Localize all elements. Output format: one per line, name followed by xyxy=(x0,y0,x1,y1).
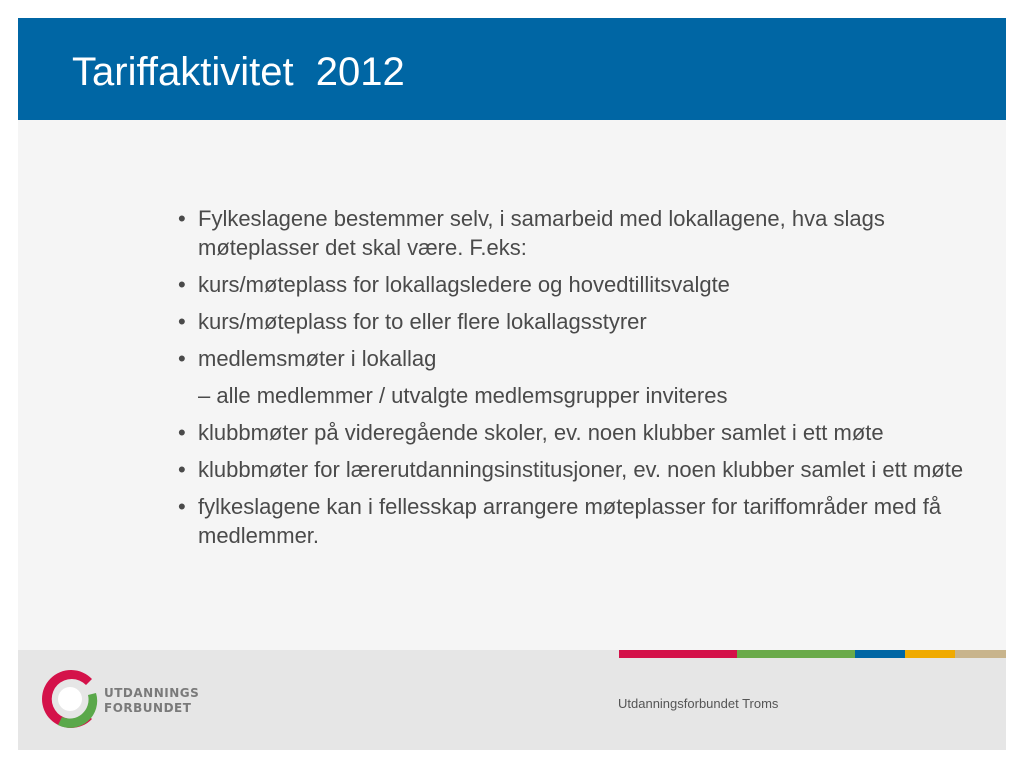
footer-organization-name: Utdanningsforbundet Troms xyxy=(618,696,779,711)
color-stripe-green xyxy=(737,650,855,658)
list-item-text: Fylkeslagene bestemmer selv, i samarbeid med lokallagene, hva slags møteplasser det skal være. F.eks: xyxy=(198,206,885,260)
sub-list-item xyxy=(178,381,998,410)
bullet-glyph: • xyxy=(178,494,186,519)
logo-line-1: UTDANNINGS xyxy=(104,686,200,700)
bullet-glyph: • xyxy=(178,309,186,334)
bullet-glyph: • xyxy=(178,457,186,482)
slide-title: Tariffaktivitet 2012 xyxy=(72,50,405,94)
list-item-text: kurs/møteplass for to eller flere lokallagsstyrer xyxy=(198,309,647,334)
list-item xyxy=(178,492,998,550)
list-item xyxy=(178,204,998,262)
bullet-glyph: • xyxy=(178,346,186,371)
list-item xyxy=(178,307,998,336)
bullet-list xyxy=(178,204,998,558)
title-bar xyxy=(18,18,1006,120)
color-stripe-red xyxy=(619,650,737,658)
list-item-text: kurs/møteplass for lokallagsledere og hovedtillitsvalgte xyxy=(198,272,730,297)
sub-list-item-text: – alle medlemmer / utvalgte medlemsgrupper inviteres xyxy=(198,383,728,408)
color-stripe-blue xyxy=(855,650,905,658)
logo-line-2: FORBUNDET xyxy=(104,701,192,715)
logo-wordmark xyxy=(104,686,199,716)
list-item xyxy=(178,344,998,373)
slide xyxy=(18,18,1006,750)
list-item-text: fylkeslagene kan i fellesskap arrangere møteplasser for tariffområder med få medlemmer. xyxy=(198,494,942,548)
bullet-glyph: • xyxy=(178,206,186,231)
list-item xyxy=(178,455,998,484)
list-item-text: klubbmøter på videregående skoler, ev. noen klubber samlet i ett møte xyxy=(198,420,884,445)
list-item xyxy=(178,418,998,447)
color-stripe-yellow xyxy=(905,650,955,658)
list-item xyxy=(178,270,998,299)
color-stripe-tan xyxy=(955,650,1006,658)
list-item-text: medlemsmøter i lokallag xyxy=(198,346,437,371)
list-item-text: klubbmøter for lærerutdanningsinstitusjoner, ev. noen klubber samlet i ett møte xyxy=(198,457,964,482)
bullet-glyph: • xyxy=(178,272,186,297)
bullet-glyph: • xyxy=(178,420,186,445)
